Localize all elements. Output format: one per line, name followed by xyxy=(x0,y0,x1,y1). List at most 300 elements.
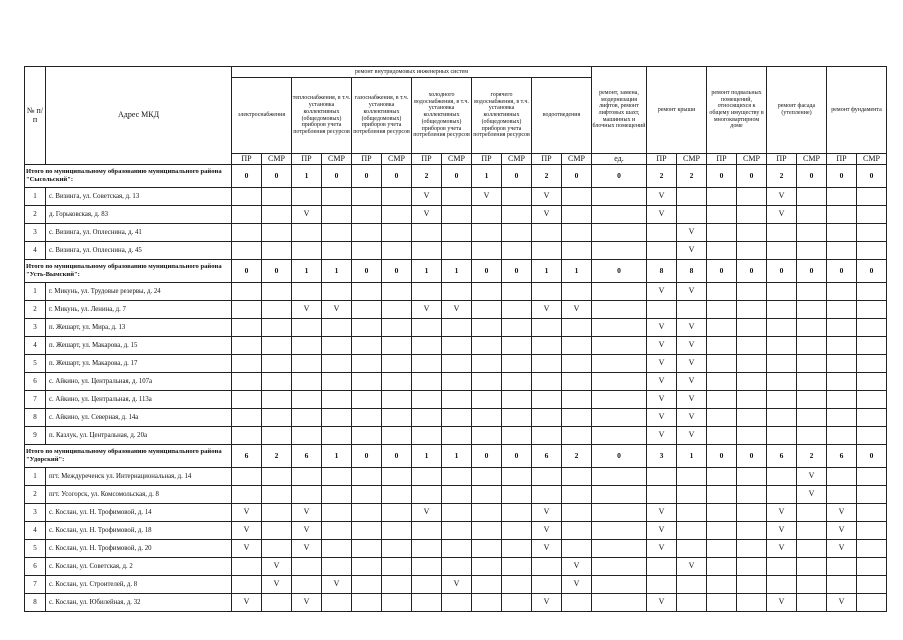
row-mark xyxy=(592,504,647,522)
total-value: 1 xyxy=(472,165,502,188)
row-mark xyxy=(592,188,647,206)
total-value: 0 xyxy=(262,165,292,188)
row-mark xyxy=(827,355,857,373)
table-row xyxy=(25,319,887,337)
row-address: с. Кослан, ул. Советская, д. 2 xyxy=(46,558,232,576)
row-address: с. Кослан, ул. Н. Трофимовой, д. 20 xyxy=(46,540,232,558)
row-mark xyxy=(412,355,442,373)
header-basement: ремонт подвальных помещений, относящихся к общему имуществу в многоквартирном доме xyxy=(707,67,767,154)
row-mark xyxy=(502,206,532,224)
row-mark xyxy=(797,427,827,445)
row-mark xyxy=(562,337,592,355)
row-mark xyxy=(532,558,562,576)
row-mark xyxy=(592,486,647,504)
row-mark xyxy=(707,337,737,355)
row-mark xyxy=(352,540,382,558)
total-value: 2 xyxy=(562,445,592,468)
table-row xyxy=(25,283,887,301)
row-mark xyxy=(562,283,592,301)
row-number: 9 xyxy=(25,427,46,445)
row-mark xyxy=(442,540,472,558)
row-mark: V xyxy=(647,373,677,391)
row-mark xyxy=(232,242,262,260)
row-mark xyxy=(707,373,737,391)
row-mark xyxy=(677,594,707,612)
row-mark xyxy=(382,301,412,319)
row-mark xyxy=(737,355,767,373)
row-mark xyxy=(677,576,707,594)
row-mark xyxy=(857,373,887,391)
total-value: 0 xyxy=(767,260,797,283)
row-mark: V xyxy=(647,504,677,522)
header-system-4: холодного водоснабжения, в т.ч. установка коллективных (общедомовых) приборов учета потребления ресурсов xyxy=(412,78,472,154)
row-address: г. Микунь, ул. Трудовые резервы, д. 24 xyxy=(46,283,232,301)
total-value: 0 xyxy=(737,260,767,283)
row-mark xyxy=(592,391,647,409)
total-value: 0 xyxy=(502,165,532,188)
table-row xyxy=(25,301,887,319)
row-mark xyxy=(737,594,767,612)
row-mark xyxy=(322,355,352,373)
row-mark xyxy=(412,522,442,540)
total-value: 2 xyxy=(767,165,797,188)
total-value: 0 xyxy=(382,445,412,468)
row-mark xyxy=(442,337,472,355)
row-mark xyxy=(472,522,502,540)
row-mark xyxy=(442,319,472,337)
row-mark xyxy=(232,486,262,504)
row-mark: V xyxy=(647,540,677,558)
header-roof: ремонт крыши xyxy=(647,67,707,154)
row-mark xyxy=(352,355,382,373)
row-mark xyxy=(767,337,797,355)
header-engineering-systems: ремонт внутридомовых инженерных систем xyxy=(232,67,592,78)
row-mark xyxy=(707,355,737,373)
row-mark xyxy=(292,427,322,445)
row-number: 1 xyxy=(25,188,46,206)
table-row xyxy=(25,355,887,373)
header-pr: ПР xyxy=(532,154,562,165)
header-facade: ремонт фасада (утепление) xyxy=(767,67,827,154)
row-mark: V xyxy=(647,391,677,409)
row-mark xyxy=(707,224,737,242)
row-mark xyxy=(382,558,412,576)
header-smr: СМР xyxy=(737,154,767,165)
row-mark xyxy=(322,468,352,486)
row-mark: V xyxy=(677,558,707,576)
row-mark: V xyxy=(532,594,562,612)
row-mark xyxy=(502,337,532,355)
row-mark xyxy=(737,224,767,242)
row-mark xyxy=(707,504,737,522)
row-number: 3 xyxy=(25,224,46,242)
row-mark xyxy=(737,188,767,206)
row-mark: V xyxy=(767,188,797,206)
row-mark xyxy=(322,319,352,337)
row-mark xyxy=(322,594,352,612)
header-smr: СМР xyxy=(502,154,532,165)
row-mark xyxy=(707,522,737,540)
row-mark xyxy=(382,468,412,486)
row-mark xyxy=(322,522,352,540)
row-mark xyxy=(857,337,887,355)
total-value: 0 xyxy=(352,165,382,188)
row-mark xyxy=(412,391,442,409)
row-mark xyxy=(472,319,502,337)
row-mark xyxy=(857,355,887,373)
row-mark: V xyxy=(797,486,827,504)
total-value: 1 xyxy=(292,165,322,188)
row-mark: V xyxy=(472,188,502,206)
row-mark xyxy=(442,373,472,391)
row-mark xyxy=(562,594,592,612)
total-label: Итого по муниципальному образованию муниципального района "Удорский": xyxy=(25,445,232,468)
header-foundation: ремонт фундамента xyxy=(827,67,887,154)
row-mark xyxy=(592,558,647,576)
table-row xyxy=(25,558,887,576)
row-mark xyxy=(442,427,472,445)
total-label: Итого по муниципальному образованию муниципального района "Усть-Вымский": xyxy=(25,260,232,283)
total-value: 2 xyxy=(412,165,442,188)
row-mark xyxy=(562,242,592,260)
total-value: 6 xyxy=(532,445,562,468)
row-mark xyxy=(382,242,412,260)
total-value: 0 xyxy=(797,165,827,188)
row-mark xyxy=(472,373,502,391)
row-address: с. Визинга, ул. Оплеснина, д. 45 xyxy=(46,242,232,260)
row-mark xyxy=(857,206,887,224)
row-mark: V xyxy=(647,283,677,301)
row-mark xyxy=(262,224,292,242)
row-mark xyxy=(532,373,562,391)
row-mark xyxy=(857,409,887,427)
row-mark xyxy=(352,224,382,242)
row-mark xyxy=(797,522,827,540)
row-mark xyxy=(737,427,767,445)
row-mark xyxy=(737,486,767,504)
mkd-repair-table xyxy=(24,66,887,612)
row-mark xyxy=(562,355,592,373)
row-address: п. Жешарт, ул. Мира, д. 13 xyxy=(46,319,232,337)
row-mark xyxy=(767,576,797,594)
row-mark xyxy=(797,224,827,242)
row-mark: V xyxy=(677,427,707,445)
row-mark xyxy=(382,540,412,558)
table-row xyxy=(25,594,887,612)
total-row xyxy=(25,260,887,283)
row-mark xyxy=(262,301,292,319)
row-mark xyxy=(502,468,532,486)
row-mark xyxy=(232,427,262,445)
row-mark xyxy=(592,409,647,427)
row-mark: V xyxy=(677,355,707,373)
row-mark xyxy=(767,319,797,337)
total-value: 0 xyxy=(382,260,412,283)
row-mark xyxy=(412,319,442,337)
total-row xyxy=(25,165,887,188)
total-value: 0 xyxy=(707,445,737,468)
row-mark xyxy=(472,427,502,445)
row-mark xyxy=(827,337,857,355)
row-mark xyxy=(857,576,887,594)
total-value: 0 xyxy=(737,445,767,468)
row-mark xyxy=(472,468,502,486)
total-value: 0 xyxy=(232,260,262,283)
header-system-2: теплоснабжения, в т.ч. установка коллективных (общедомовых) приборов учета потребления ресурсов xyxy=(292,78,352,154)
row-mark xyxy=(502,283,532,301)
row-mark: V xyxy=(232,594,262,612)
row-address: с. Визинга, ул. Советская, д. 13 xyxy=(46,188,232,206)
row-mark: V xyxy=(767,206,797,224)
row-mark xyxy=(707,594,737,612)
table-row xyxy=(25,242,887,260)
row-mark xyxy=(797,188,827,206)
row-mark xyxy=(352,468,382,486)
row-mark xyxy=(322,242,352,260)
row-mark: V xyxy=(827,594,857,612)
total-value: 2 xyxy=(677,165,707,188)
row-address: с. Кослан, ул. Н. Трофимовой, д. 18 xyxy=(46,522,232,540)
row-mark xyxy=(857,504,887,522)
row-mark: V xyxy=(677,373,707,391)
total-value: 0 xyxy=(592,445,647,468)
row-mark: V xyxy=(647,409,677,427)
header-pr: ПР xyxy=(647,154,677,165)
row-mark xyxy=(442,224,472,242)
row-mark xyxy=(442,355,472,373)
total-value: 0 xyxy=(472,260,502,283)
header-system-6: водоотведения xyxy=(532,78,592,154)
row-mark: V xyxy=(412,206,442,224)
row-mark xyxy=(797,558,827,576)
row-mark xyxy=(472,486,502,504)
row-number: 5 xyxy=(25,355,46,373)
row-number: 3 xyxy=(25,504,46,522)
row-mark xyxy=(232,224,262,242)
row-mark xyxy=(707,301,737,319)
row-mark xyxy=(707,576,737,594)
header-address: Адрес МКД xyxy=(46,67,232,165)
row-mark xyxy=(502,409,532,427)
row-mark xyxy=(857,224,887,242)
row-mark: V xyxy=(532,522,562,540)
row-mark xyxy=(352,391,382,409)
row-mark xyxy=(472,224,502,242)
row-mark: V xyxy=(262,558,292,576)
row-mark xyxy=(502,540,532,558)
row-number: 4 xyxy=(25,242,46,260)
row-mark xyxy=(262,355,292,373)
row-mark xyxy=(592,224,647,242)
total-value: 0 xyxy=(707,165,737,188)
header-pr: ПР xyxy=(472,154,502,165)
total-value: 6 xyxy=(232,445,262,468)
header-pr: ПР xyxy=(827,154,857,165)
row-mark xyxy=(857,594,887,612)
row-mark: V xyxy=(647,427,677,445)
row-mark: V xyxy=(647,319,677,337)
row-mark: V xyxy=(292,504,322,522)
row-number: 8 xyxy=(25,594,46,612)
table-row xyxy=(25,540,887,558)
header-smr: СМР xyxy=(382,154,412,165)
row-mark xyxy=(262,391,292,409)
table-row xyxy=(25,409,887,427)
row-mark xyxy=(262,468,292,486)
table-row xyxy=(25,522,887,540)
total-value: 3 xyxy=(647,445,677,468)
row-mark xyxy=(472,504,502,522)
row-mark: V xyxy=(232,504,262,522)
row-mark xyxy=(502,224,532,242)
row-mark xyxy=(767,301,797,319)
row-mark xyxy=(262,319,292,337)
row-mark xyxy=(737,522,767,540)
row-mark xyxy=(532,468,562,486)
row-mark xyxy=(707,558,737,576)
row-mark xyxy=(262,540,292,558)
row-mark xyxy=(737,319,767,337)
row-mark xyxy=(442,242,472,260)
total-value: 0 xyxy=(592,260,647,283)
total-value: 1 xyxy=(442,260,472,283)
row-mark xyxy=(412,558,442,576)
row-mark xyxy=(322,206,352,224)
row-address: с. Кослан, ул. Н. Трофимовой, д. 14 xyxy=(46,504,232,522)
row-mark: V xyxy=(232,540,262,558)
total-value: 1 xyxy=(412,445,442,468)
row-mark xyxy=(562,206,592,224)
row-mark xyxy=(442,468,472,486)
row-mark xyxy=(857,391,887,409)
row-mark xyxy=(472,355,502,373)
row-mark xyxy=(767,409,797,427)
row-mark xyxy=(322,373,352,391)
row-mark xyxy=(647,576,677,594)
header-lift: ремонт, замена, модернизация лифтов, ремонт лифтовых шахт, машинных и блочных помещений xyxy=(592,67,647,154)
row-mark xyxy=(412,486,442,504)
row-mark xyxy=(442,409,472,427)
total-value: 2 xyxy=(647,165,677,188)
row-mark xyxy=(827,206,857,224)
row-mark xyxy=(707,283,737,301)
row-mark xyxy=(827,224,857,242)
row-mark xyxy=(647,301,677,319)
total-value: 8 xyxy=(677,260,707,283)
total-value: 2 xyxy=(262,445,292,468)
row-mark xyxy=(472,540,502,558)
row-mark xyxy=(352,283,382,301)
row-mark xyxy=(382,576,412,594)
row-mark xyxy=(292,319,322,337)
row-mark xyxy=(442,391,472,409)
row-mark xyxy=(592,355,647,373)
row-number: 1 xyxy=(25,283,46,301)
total-value: 0 xyxy=(352,445,382,468)
total-value: 0 xyxy=(472,445,502,468)
row-mark xyxy=(562,468,592,486)
table-row xyxy=(25,486,887,504)
header-pr: ПР xyxy=(352,154,382,165)
total-value: 0 xyxy=(502,260,532,283)
row-number: 5 xyxy=(25,540,46,558)
row-mark xyxy=(352,301,382,319)
row-mark xyxy=(797,206,827,224)
header-system-3: газоснабжения, в т.ч. установка коллективных (общедомовых) приборов учета потребления ресурсов xyxy=(352,78,412,154)
row-mark xyxy=(737,391,767,409)
row-mark xyxy=(797,540,827,558)
row-mark xyxy=(442,283,472,301)
total-value: 0 xyxy=(592,165,647,188)
row-mark xyxy=(292,391,322,409)
total-value: 1 xyxy=(292,260,322,283)
row-mark xyxy=(472,301,502,319)
row-mark xyxy=(827,188,857,206)
row-mark xyxy=(232,373,262,391)
total-value: 8 xyxy=(647,260,677,283)
row-mark xyxy=(322,427,352,445)
table-row xyxy=(25,188,887,206)
row-mark xyxy=(647,486,677,504)
header-smr: СМР xyxy=(677,154,707,165)
row-mark xyxy=(592,301,647,319)
row-mark xyxy=(472,283,502,301)
row-mark xyxy=(382,391,412,409)
row-mark xyxy=(292,486,322,504)
row-mark: V xyxy=(532,540,562,558)
row-mark: V xyxy=(442,576,472,594)
table-row xyxy=(25,373,887,391)
row-mark xyxy=(707,427,737,445)
row-mark: V xyxy=(292,522,322,540)
row-address: п. Казлук, ул. Центральная, д. 20а xyxy=(46,427,232,445)
row-address: пгт. Междуреченск ул. Интернациональная, д. 14 xyxy=(46,468,232,486)
row-address: п. Жешарт, ул. Макарова, д. 17 xyxy=(46,355,232,373)
row-mark: V xyxy=(647,206,677,224)
row-mark: V xyxy=(532,206,562,224)
row-mark: V xyxy=(292,540,322,558)
row-mark xyxy=(827,301,857,319)
row-mark xyxy=(232,319,262,337)
row-mark xyxy=(767,373,797,391)
row-mark xyxy=(827,242,857,260)
row-mark xyxy=(232,391,262,409)
row-mark xyxy=(382,206,412,224)
row-mark xyxy=(857,319,887,337)
row-mark: V xyxy=(827,540,857,558)
row-mark xyxy=(262,188,292,206)
row-mark xyxy=(232,188,262,206)
total-value: 6 xyxy=(292,445,322,468)
row-mark xyxy=(322,224,352,242)
header-smr: СМР xyxy=(857,154,887,165)
row-mark xyxy=(532,224,562,242)
row-mark xyxy=(382,427,412,445)
total-value: 1 xyxy=(322,260,352,283)
table-row xyxy=(25,337,887,355)
row-mark xyxy=(737,301,767,319)
row-mark xyxy=(502,486,532,504)
row-mark xyxy=(382,283,412,301)
row-mark xyxy=(857,486,887,504)
row-mark xyxy=(322,558,352,576)
row-mark xyxy=(592,319,647,337)
row-mark xyxy=(562,540,592,558)
row-address: с. Айкино, ул. Центральная, д. 113а xyxy=(46,391,232,409)
row-mark xyxy=(767,427,797,445)
row-mark xyxy=(532,391,562,409)
row-mark: V xyxy=(827,504,857,522)
